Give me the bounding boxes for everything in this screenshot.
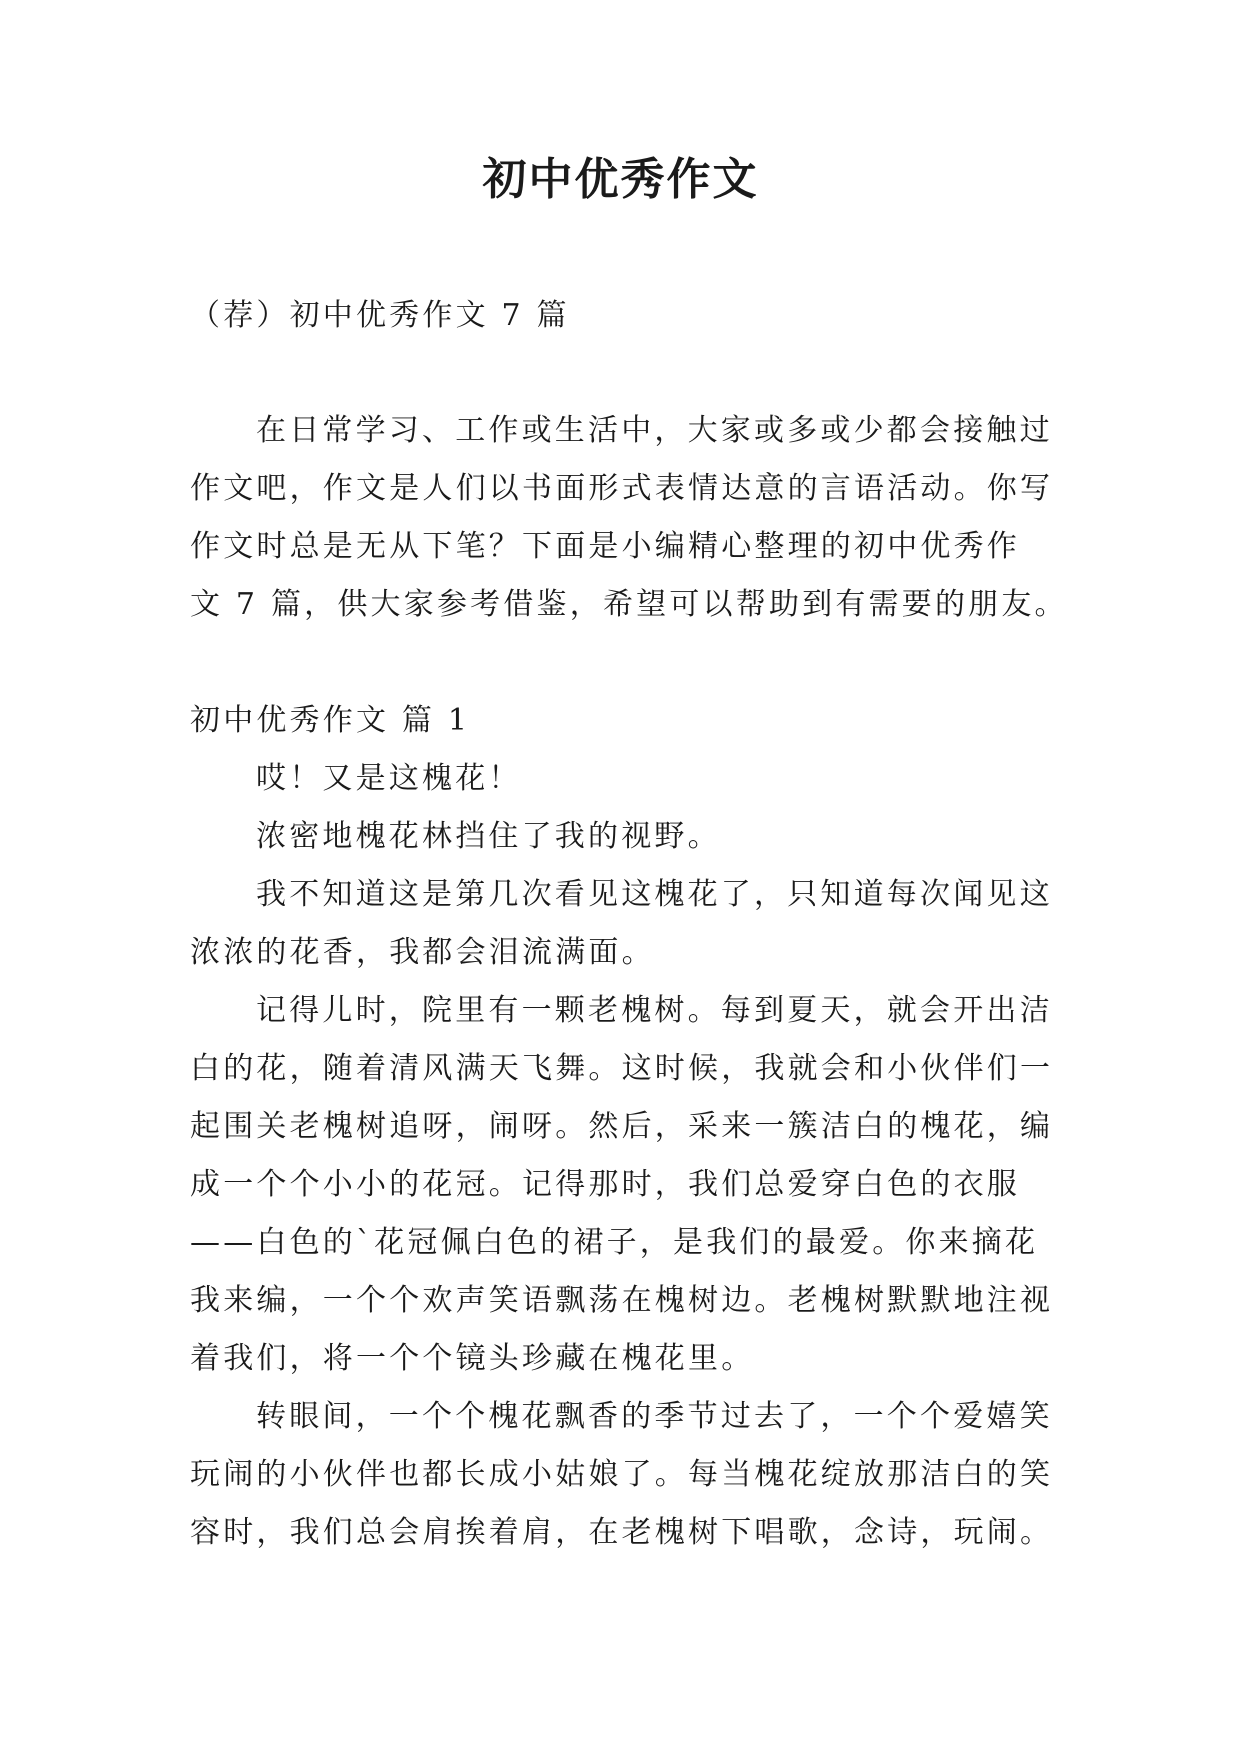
essay-line: 玩闹的小伙伴也都长成小姑娘了。每当槐花绽放那洁白的笑	[190, 1457, 1054, 1492]
essay-heading: 初中优秀作文 篇 1	[190, 703, 471, 738]
intro-line: 作文时总是无从下笔？下面是小编精心整理的初中优秀作	[190, 529, 1020, 564]
essay-line: 转眼间，一个个槐花飘香的季节过去了，一个个爱嬉笑	[256, 1399, 1053, 1434]
intro-line: 作文吧，作文是人们以书面形式表情达意的言语活动。你写	[190, 471, 1054, 506]
essay-line: 成一个个小小的花冠。记得那时，我们总爱穿白色的衣服	[190, 1167, 1020, 1202]
essay-line: 哎！又是这槐花！	[256, 761, 522, 796]
essay-line: 浓密地槐花林挡住了我的视野。	[256, 819, 721, 854]
intro-line: 在日常学习、工作或生活中，大家或多或少都会接触过	[256, 413, 1053, 448]
essay-line: 容时，我们总会肩挨着肩，在老槐树下唱歌，念诗，玩闹。	[190, 1515, 1054, 1550]
essay-section	[190, 692, 1060, 1562]
essay-line: 起围关老槐树追呀，闹呀。然后，采来一簇洁白的槐花，编	[190, 1109, 1054, 1144]
essay-line: ——白色的`花冠佩白色的裙子，是我们的最爱。你来摘花	[190, 1225, 1039, 1260]
subtitle-line: （荐）初中优秀作文 7 篇	[190, 298, 570, 333]
intro-line: 文 7 篇，供大家参考借鉴，希望可以帮助到有需要的朋友。	[190, 587, 1068, 622]
essay-line: 记得儿时，院里有一颗老槐树。每到夏天，就会开出洁	[256, 993, 1053, 1028]
essay-line: 着我们，将一个个镜头珍藏在槐花里。	[190, 1341, 755, 1376]
essay-paragraph	[190, 982, 1060, 1388]
essay-line: 我来编，一个个欢声笑语飘荡在槐树边。老槐树默默地注视	[190, 1283, 1054, 1318]
essay-paragraph	[190, 750, 1060, 808]
essay-paragraph	[190, 1388, 1060, 1562]
essay-line: 浓浓的花香，我都会泪流满面。	[190, 935, 655, 970]
essay-line: 白的花，随着清风满天飞舞。这时候，我就会和小伙伴们一	[190, 1051, 1054, 1086]
essay-paragraph	[190, 808, 1060, 866]
essay-line: 我不知道这是第几次看见这槐花了，只知道每次闻见这	[256, 877, 1053, 912]
document-title: 初中优秀作文	[482, 154, 759, 205]
intro-paragraph	[190, 402, 1068, 634]
essay-paragraph	[190, 866, 1060, 982]
document-subtitle	[190, 287, 1060, 345]
